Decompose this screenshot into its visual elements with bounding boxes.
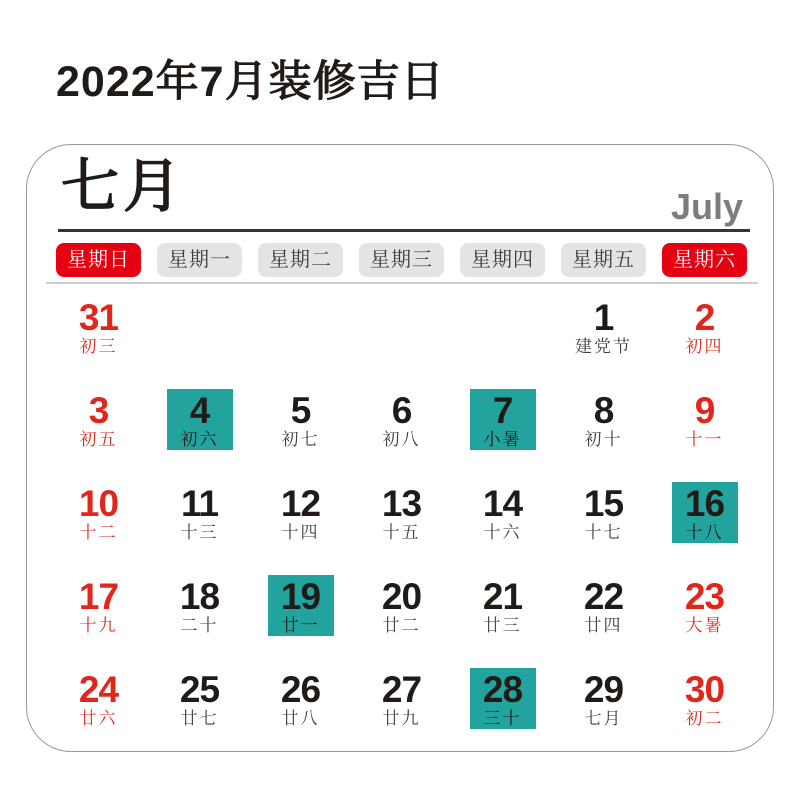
day-box: [369, 482, 435, 543]
day-number: 10: [78, 483, 119, 524]
day-lunar-label: 初八: [382, 430, 421, 449]
day-cell-25: [149, 668, 250, 761]
day-cell-11: [149, 482, 250, 575]
day-number: 29: [583, 669, 624, 710]
day-cell-9: [654, 389, 755, 482]
day-lunar-label: 廿二: [382, 616, 421, 635]
day-number: 18: [179, 576, 220, 617]
day-number: 14: [482, 483, 523, 524]
day-lunar-label: 十八: [685, 523, 724, 542]
day-lunar-label: 十六: [483, 523, 522, 542]
day-lunar-label: 建党节: [575, 337, 632, 356]
auspicious-day-box: [672, 482, 738, 543]
day-cell-18: [149, 575, 250, 668]
day-lunar-label: 十五: [382, 523, 421, 542]
day-box: [571, 668, 637, 729]
day-cell-17: [48, 575, 149, 668]
day-cell-3: [48, 389, 149, 482]
day-cell-28: [452, 668, 553, 761]
day-lunar-label: 十一: [685, 430, 724, 449]
day-number: 13: [381, 483, 422, 524]
day-lunar-label: 十七: [584, 523, 623, 542]
day-cell-6: [351, 389, 452, 482]
calendar-card: [26, 144, 774, 752]
day-cell-31: [48, 296, 149, 389]
day-cell-2: [654, 296, 755, 389]
day-number: 20: [381, 576, 422, 617]
day-lunar-label: 廿八: [281, 709, 320, 728]
day-lunar-label: 初四: [685, 337, 724, 356]
weekday-badge-5: 星期五: [561, 243, 646, 277]
day-number: 7: [492, 390, 513, 431]
day-cell-13: [351, 482, 452, 575]
day-box: [571, 482, 637, 543]
day-cell-8: [553, 389, 654, 482]
day-lunar-label: 十三: [180, 523, 219, 542]
day-box: [167, 575, 233, 636]
day-box: [268, 482, 334, 543]
day-lunar-label: 大暑: [685, 616, 724, 635]
weekday-badge-4: 星期四: [460, 243, 545, 277]
day-box: [66, 482, 132, 543]
day-number: 24: [78, 669, 119, 710]
calendar-grid: [48, 296, 755, 761]
weekday-header-row: [48, 243, 755, 277]
weekday-badge-6: 星期六: [662, 243, 747, 277]
day-cell-4: [149, 389, 250, 482]
day-cell-1: [553, 296, 654, 389]
day-number: 19: [280, 576, 321, 617]
weekday-badge-1: 星期一: [157, 243, 242, 277]
day-number: 1: [593, 297, 614, 338]
day-number: 28: [482, 669, 523, 710]
day-number: 17: [78, 576, 119, 617]
day-cell-15: [553, 482, 654, 575]
day-cell-21: [452, 575, 553, 668]
day-box: [672, 389, 738, 450]
day-cell-20: [351, 575, 452, 668]
day-box: [369, 668, 435, 729]
day-lunar-label: 廿一: [281, 616, 320, 635]
day-lunar-label: 初五: [79, 430, 118, 449]
day-number: 4: [189, 390, 210, 431]
day-box: [571, 575, 637, 636]
day-lunar-label: 初六: [180, 430, 219, 449]
day-number: 9: [694, 390, 715, 431]
day-box: [66, 389, 132, 450]
day-number: 15: [583, 483, 624, 524]
day-number: 3: [88, 390, 109, 431]
day-lunar-label: 二十: [180, 616, 219, 635]
day-number: 22: [583, 576, 624, 617]
weekday-badge-0: 星期日: [56, 243, 141, 277]
day-box: [672, 296, 738, 357]
day-cell-23: [654, 575, 755, 668]
day-number: 8: [593, 390, 614, 431]
day-number: 16: [684, 483, 725, 524]
day-lunar-label: 初十: [584, 430, 623, 449]
day-number: 30: [684, 669, 725, 710]
day-lunar-label: 初二: [685, 709, 724, 728]
day-number: 21: [482, 576, 523, 617]
auspicious-day-box: [470, 668, 536, 729]
auspicious-day-box: [268, 575, 334, 636]
day-lunar-label: 十四: [281, 523, 320, 542]
month-name-english: July: [670, 186, 743, 227]
day-cell-27: [351, 668, 452, 761]
day-lunar-label: 十九: [79, 616, 118, 635]
day-box: [470, 575, 536, 636]
weekday-divider: [46, 282, 758, 284]
day-lunar-label: 十二: [79, 523, 118, 542]
page-title: 2022年7月装修吉日: [56, 58, 445, 106]
day-box: [571, 296, 637, 357]
day-cell-16: [654, 482, 755, 575]
day-cell-19: [250, 575, 351, 668]
day-number: 26: [280, 669, 321, 710]
day-number: 31: [78, 297, 119, 338]
day-lunar-label: 廿六: [79, 709, 118, 728]
day-number: 23: [684, 576, 725, 617]
weekday-badge-3: 星期三: [359, 243, 444, 277]
auspicious-day-box: [167, 389, 233, 450]
day-number: 11: [180, 483, 219, 524]
day-box: [571, 389, 637, 450]
day-number: 6: [391, 390, 412, 431]
day-box: [268, 668, 334, 729]
day-lunar-label: 廿三: [483, 616, 522, 635]
header-divider: [58, 229, 750, 232]
day-lunar-label: 初三: [79, 337, 118, 356]
day-number: 27: [381, 669, 422, 710]
day-cell-12: [250, 482, 351, 575]
day-number: 12: [280, 483, 321, 524]
day-box: [470, 482, 536, 543]
day-lunar-label: 廿九: [382, 709, 421, 728]
day-lunar-label: 廿七: [180, 709, 219, 728]
day-lunar-label: 七月: [584, 709, 623, 728]
day-cell-24: [48, 668, 149, 761]
auspicious-day-box: [470, 389, 536, 450]
day-box: [369, 389, 435, 450]
day-box: [167, 668, 233, 729]
day-box: [66, 296, 132, 357]
day-lunar-label: 三十: [483, 709, 522, 728]
day-lunar-label: 廿四: [584, 616, 623, 635]
day-cell-14: [452, 482, 553, 575]
day-box: [66, 575, 132, 636]
day-cell-5: [250, 389, 351, 482]
weekday-badge-2: 星期二: [258, 243, 343, 277]
day-box: [369, 575, 435, 636]
day-number: 5: [290, 390, 311, 431]
day-cell-7: [452, 389, 553, 482]
day-number: 2: [694, 297, 715, 338]
day-box: [167, 482, 233, 543]
day-cell-10: [48, 482, 149, 575]
month-name-chinese: 七月: [61, 154, 186, 219]
day-box: [66, 668, 132, 729]
day-lunar-label: 初七: [281, 430, 320, 449]
day-number: 25: [179, 669, 220, 710]
day-cell-22: [553, 575, 654, 668]
day-lunar-label: 小暑: [483, 430, 522, 449]
day-cell-26: [250, 668, 351, 761]
day-cell-30: [654, 668, 755, 761]
day-box: [672, 575, 738, 636]
day-box: [672, 668, 738, 729]
day-box: [268, 389, 334, 450]
day-cell-29: [553, 668, 654, 761]
